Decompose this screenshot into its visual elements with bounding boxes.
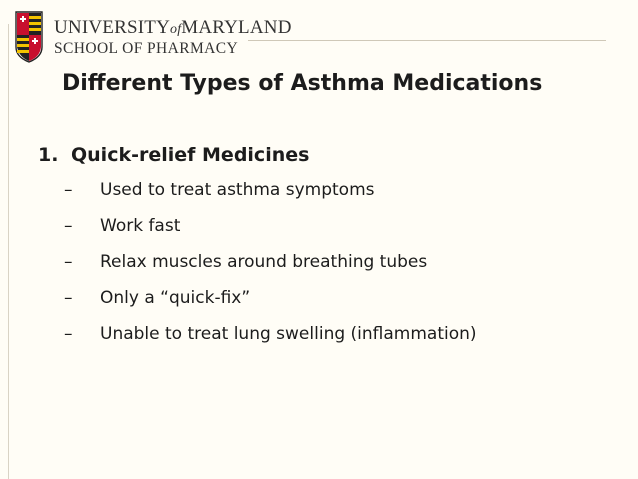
section-number: 1. <box>38 144 59 166</box>
frame-line-top <box>248 40 606 41</box>
bullet-item: – Work fast <box>64 216 181 236</box>
logo-university-name: UNIVERSITYofMARYLAND <box>54 17 292 38</box>
bullet-item: – Only a “quick-fix” <box>64 288 251 308</box>
bullet-dash: – <box>64 180 73 200</box>
section-heading-text: Quick-relief Medicines <box>71 144 310 166</box>
bullet-list <box>64 179 477 359</box>
university-shield-icon <box>15 11 43 63</box>
bullet-item: – Unable to treat lung swelling (inflammation) <box>64 324 477 344</box>
bullet-dash: – <box>64 324 73 344</box>
bullet-item: – Used to treat asthma symptoms <box>64 180 375 200</box>
university-logo <box>4 4 292 66</box>
bullet-dash: – <box>64 252 73 272</box>
logo-of: of <box>170 22 182 37</box>
slide-title: Different Types of Asthma Medications <box>62 71 543 96</box>
bullet-dash: – <box>64 288 73 308</box>
bullet-item: – Relax muscles around breathing tubes <box>64 252 428 272</box>
section-heading <box>38 144 309 166</box>
bullet-dash: – <box>64 216 73 236</box>
logo-school-name: SCHOOL OF PHARMACY <box>54 40 239 57</box>
frame-line-left <box>8 24 9 479</box>
